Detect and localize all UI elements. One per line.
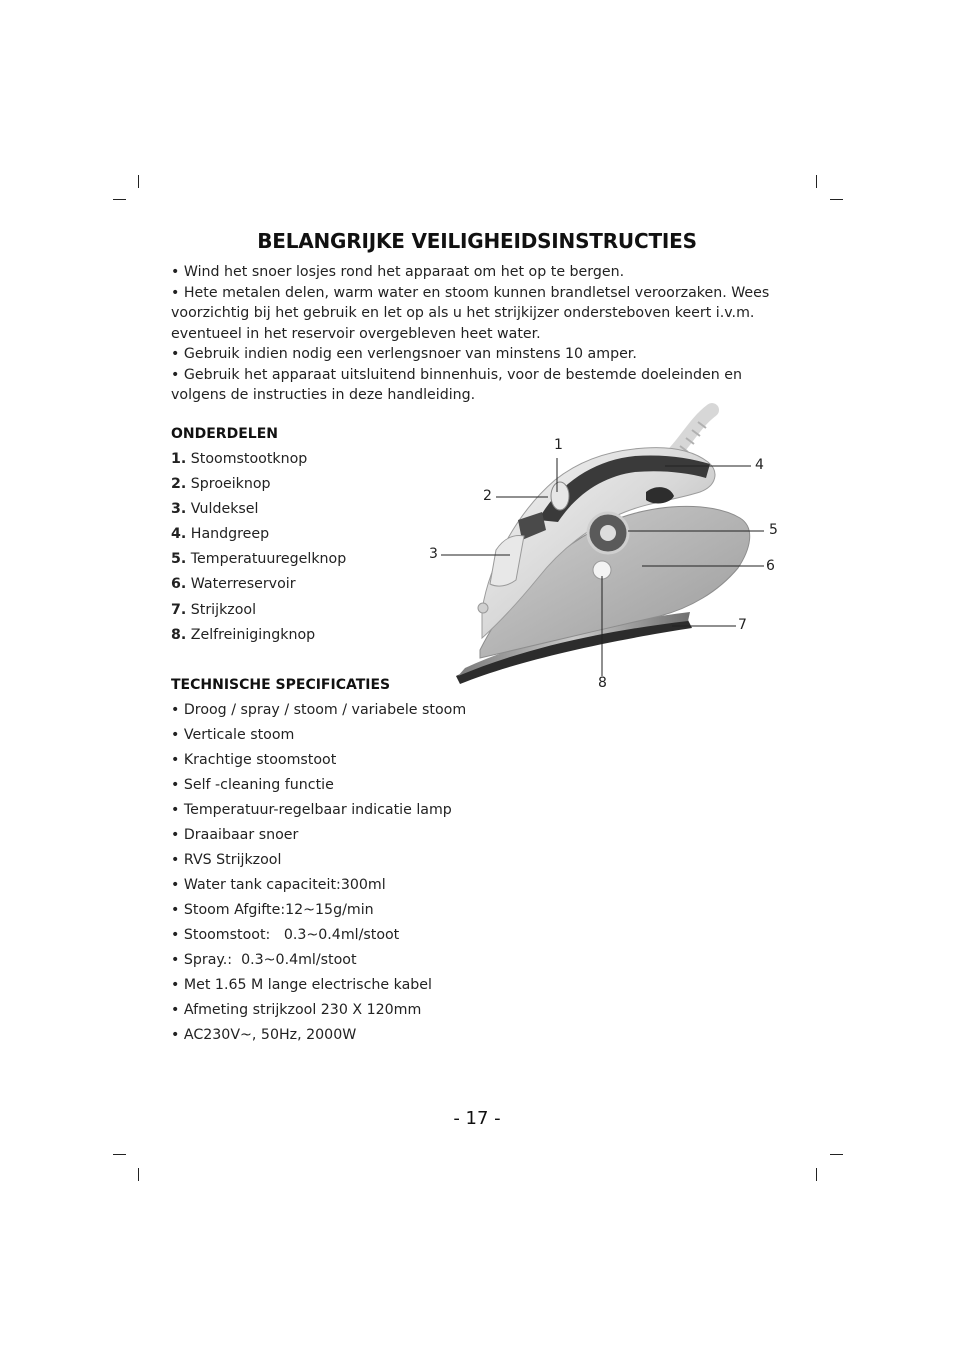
spec-item: • Temperatuur-regelbaar indicatie lamp (171, 802, 452, 818)
part-label: Vuldeksel (190, 501, 259, 518)
part-label: Zelfreinigingknop (190, 626, 316, 643)
spec-item: • Afmeting strijkzool 230 X 120mm (171, 1002, 422, 1018)
part-label: Handgreep (190, 526, 270, 543)
crop-mark (816, 1168, 817, 1181)
indicator-light (478, 603, 488, 613)
part-number: 8. (171, 626, 187, 643)
safety-instructions (171, 262, 791, 406)
parts-list (171, 449, 346, 650)
callout-2: 2 (483, 488, 492, 504)
steam-burst-button (551, 482, 569, 510)
callout-5: 5 (769, 522, 778, 538)
crop-mark (138, 175, 139, 188)
specs-list (171, 700, 466, 1050)
part-number: 3. (171, 501, 187, 518)
callout-8: 8 (598, 675, 607, 691)
callout-1: 1 (554, 437, 563, 453)
safety-paragraph: • Gebruik indien nodig een verlengsnoer van minstens 10 amper. (171, 346, 637, 362)
iron-illustration (420, 400, 790, 700)
spec-item: • Stoom Afgifte:12~15g/min (171, 902, 374, 918)
crop-mark (830, 199, 843, 200)
specs-heading: TECHNISCHE SPECIFICATIES (171, 677, 391, 693)
spec-item: • Krachtige stoomstoot (171, 752, 337, 768)
spec-item: • Stoomstoot: 0.3~0.4ml/stoot (171, 927, 400, 943)
part-item (171, 574, 346, 599)
page-number: - 17 - (453, 1108, 501, 1129)
part-number: 2. (171, 476, 187, 493)
spec-item: • Draaibaar snoer (171, 827, 299, 843)
spec-item: • Water tank capaciteit:300ml (171, 877, 386, 893)
part-label: Temperatuuregelknop (190, 551, 347, 568)
temperature-dial-center (600, 525, 616, 541)
spec-item: • Met 1.65 M lange electrische kabel (171, 977, 432, 993)
part-label: Sproeiknop (190, 476, 271, 493)
part-label: Strijkzool (190, 601, 257, 618)
safety-paragraph: • Gebruik het apparaat uitsluitend binnenhuis, voor de bestemde doeleinden en volgens de instructies in deze handleiding. (171, 366, 742, 403)
page-title: BELANGRIJKE VEILIGHEIDSINSTRUCTIES (257, 229, 697, 253)
part-number: 1. (171, 451, 187, 467)
callout-6: 6 (766, 558, 775, 574)
safety-paragraph: • Hete metalen delen, warm water en stoom kunnen brandletsel veroorzaken. Wees voorzichtig bij het gebruik en let op als u het strijkijzer ondersteboven keert i.v.m. eventueel in het reservoir overgebleven heet water. (171, 284, 770, 342)
iron-drawing (420, 400, 790, 700)
part-item (171, 499, 346, 524)
crop-mark (138, 1168, 139, 1181)
spec-item: • AC230V~, 50Hz, 2000W (171, 1027, 357, 1043)
spec-item: • RVS Strijkzool (171, 852, 282, 868)
part-number: 4. (171, 526, 187, 543)
callout-4: 4 (755, 457, 764, 473)
safety-paragraph: • Wind het snoer losjes rond het apparaat om het op te bergen. (171, 264, 625, 280)
part-number: 5. (171, 551, 187, 568)
spec-item: • Self -cleaning functie (171, 777, 334, 793)
spec-item: • Spray.: 0.3~0.4ml/stoot (171, 952, 357, 968)
part-number: 6. (171, 576, 187, 593)
part-label: Waterreservoir (190, 576, 296, 593)
callout-7: 7 (738, 617, 747, 633)
parts-heading: ONDERDELEN (171, 426, 278, 442)
part-label: Stoomstootknop (190, 451, 308, 467)
part-item (171, 474, 346, 499)
part-item (171, 625, 346, 650)
spec-item: • Droog / spray / stoom / variabele stoom (171, 702, 467, 718)
crop-mark (830, 1154, 843, 1155)
part-item (171, 449, 346, 474)
part-item (171, 524, 346, 549)
part-item (171, 549, 346, 574)
crop-mark (113, 199, 126, 200)
crop-mark (113, 1154, 126, 1155)
callout-3: 3 (429, 546, 438, 562)
spec-item: • Verticale stoom (171, 727, 295, 743)
part-item (171, 600, 346, 625)
crop-mark (816, 175, 817, 188)
part-number: 7. (171, 601, 187, 618)
